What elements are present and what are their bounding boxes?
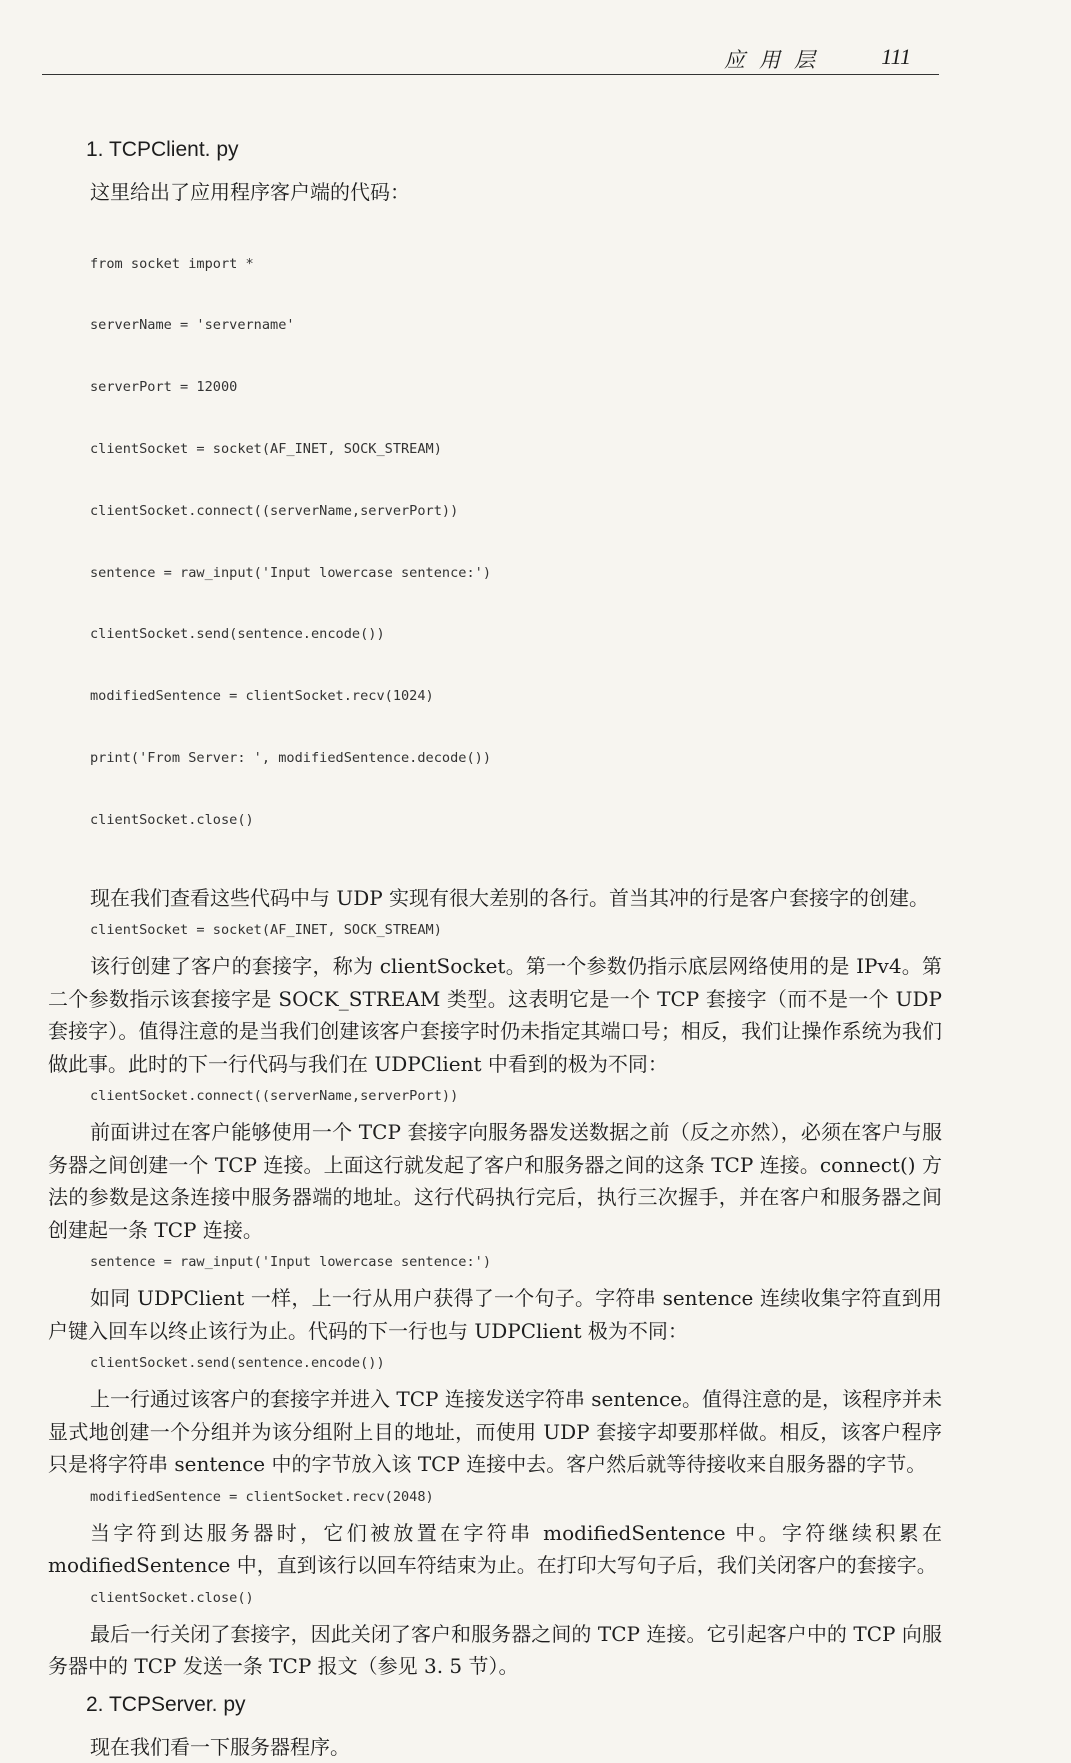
code-line: serverName = 'servername' <box>90 315 942 336</box>
body-paragraph: 当字符到达服务器时，它们被放置在字符串 modifiedSentence 中。字符继续积累在 modifiedSentence 中，直到该行以回车符结束为止。在打印大写句子后，我们关闭客户的套接字。 <box>48 1517 942 1582</box>
section-heading-tcpclient: 1. TCPClient. py <box>86 134 942 166</box>
code-line: clientSocket.send(sentence.encode()) <box>90 624 942 645</box>
running-header <box>42 44 939 75</box>
code-line: modifiedSentence = clientSocket.recv(1024) <box>90 686 942 707</box>
body-paragraph: 现在我们看一下服务器程序。 <box>48 1731 942 1763</box>
code-snippet: clientSocket.send(sentence.encode()) <box>90 1353 942 1373</box>
body-paragraph: 现在我们查看这些代码中与 UDP 实现有很大差别的各行。首当其冲的行是客户套接字的创建。 <box>48 882 942 915</box>
page-number: 111 <box>881 44 911 70</box>
running-title: 应用层 <box>724 44 829 74</box>
code-snippet: clientSocket = socket(AF_INET, SOCK_STREAM) <box>90 920 942 940</box>
code-line: sentence = raw_input('Input lowercase sentence:') <box>90 563 942 584</box>
code-snippet: modifiedSentence = clientSocket.recv(2048) <box>90 1487 942 1507</box>
intro-paragraph: 这里给出了应用程序客户端的代码： <box>48 176 942 209</box>
code-line: from socket import * <box>90 254 942 275</box>
body-paragraph: 上一行通过该客户的套接字并进入 TCP 连接发送字符串 sentence。值得注意的是，该程序并未显式地创建一个分组并为该分组附上目的地址，而使用 UDP 套接字却要那样做。相反，该客户程序只是将字符串 sentence 中的字节放入该 TCP 连接中去。客户然后就等待接收来自服务器的字节。 <box>48 1383 942 1481</box>
code-line: clientSocket.connect((serverName,serverPort)) <box>90 501 942 522</box>
page-content <box>48 134 942 1763</box>
code-listing <box>90 213 942 872</box>
section-heading-tcpserver: 2. TCPServer. py <box>86 1689 942 1721</box>
code-line: clientSocket.close() <box>90 810 942 831</box>
code-line: print('From Server: ', modifiedSentence.decode()) <box>90 748 942 769</box>
code-line: serverPort = 12000 <box>90 377 942 398</box>
body-paragraph: 如同 UDPClient 一样，上一行从用户获得了一个句子。字符串 sentence 连续收集字符直到用户键入回车以终止该行为止。代码的下一行也与 UDPClient 极为不同： <box>48 1282 942 1347</box>
body-paragraph: 该行创建了客户的套接字，称为 clientSocket。第一个参数仍指示底层网络使用的是 IPv4。第二个参数指示该套接字是 SOCK_STREAM 类型。这表明它是一个 TCP 套接字（而不是一个 UDP 套接字）。值得注意的是当我们创建该客户套接字时仍未指定其端口号；相反，我们让操作系统为我们做此事。此时的下一行代码与我们在 UDPClient 中看到的极为不同： <box>48 950 942 1080</box>
code-snippet: sentence = raw_input('Input lowercase sentence:') <box>90 1252 942 1272</box>
body-paragraph: 最后一行关闭了套接字，因此关闭了客户和服务器之间的 TCP 连接。它引起客户中的 TCP 向服务器中的 TCP 发送一条 TCP 报文（参见 3. 5 节）。 <box>48 1618 942 1683</box>
code-snippet: clientSocket.connect((serverName,serverPort)) <box>90 1086 942 1106</box>
body-paragraph: 前面讲过在客户能够使用一个 TCP 套接字向服务器发送数据之前（反之亦然），必须在客户与服务器之间创建一个 TCP 连接。上面这行就发起了客户和服务器之间的这条 TCP 连接。connect() 方法的参数是这条连接中服务器端的地址。这行代码执行完后，执行三次握手，并在客户和服务器之间创建起一条 TCP 连接。 <box>48 1116 942 1246</box>
code-line: clientSocket = socket(AF_INET, SOCK_STREAM) <box>90 439 942 460</box>
code-snippet: clientSocket.close() <box>90 1588 942 1608</box>
